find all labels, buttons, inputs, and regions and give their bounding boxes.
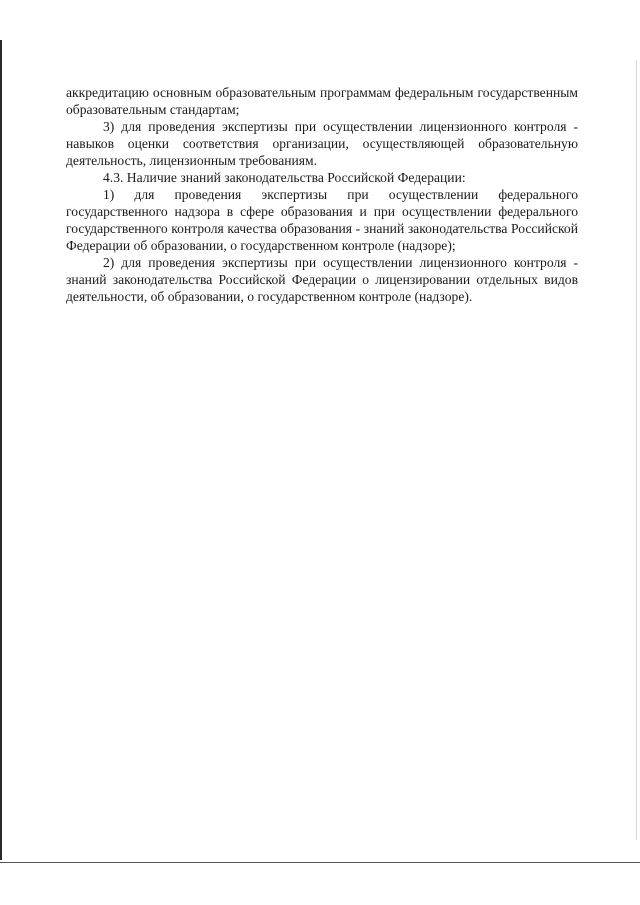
paragraph-item-2-license-control-knowledge: 2) для проведения экспертизы при осуществлении лицензионного контроля - знаний законодательства Российской Федерации о лицензировании отдельных видов деятельности, об образовании, о государственном контроле (надзоре). — [66, 255, 578, 304]
paragraph-item-1-state-supervision: 1) для проведения экспертизы при осуществлении федерального государственного надзора в сфере образования и при осуществлении федерального государственного контроля качества образования - знаний законодательства Российской Федерации об образовании, о государственном контроле (надзоре); — [66, 187, 578, 253]
paragraph-section-4-3-heading: 4.3. Наличие знаний законодательства Российской Федерации: — [103, 170, 466, 185]
scan-edge-left — [0, 40, 2, 860]
paragraph-item-3-license-control-skills: 3) для проведения экспертизы при осуществлении лицензионного контроля - навыков оценки соответствия организации, осуществляющей образовательную деятельность, лицензионным требованиям. — [66, 119, 578, 168]
document-body — [66, 84, 578, 305]
scan-edge-right — [636, 60, 637, 840]
paragraph-accreditation: аккредитацию основным образовательным программам федеральным государственным образовательным стандартам; — [66, 85, 578, 117]
scan-edge-bottom — [0, 862, 640, 863]
